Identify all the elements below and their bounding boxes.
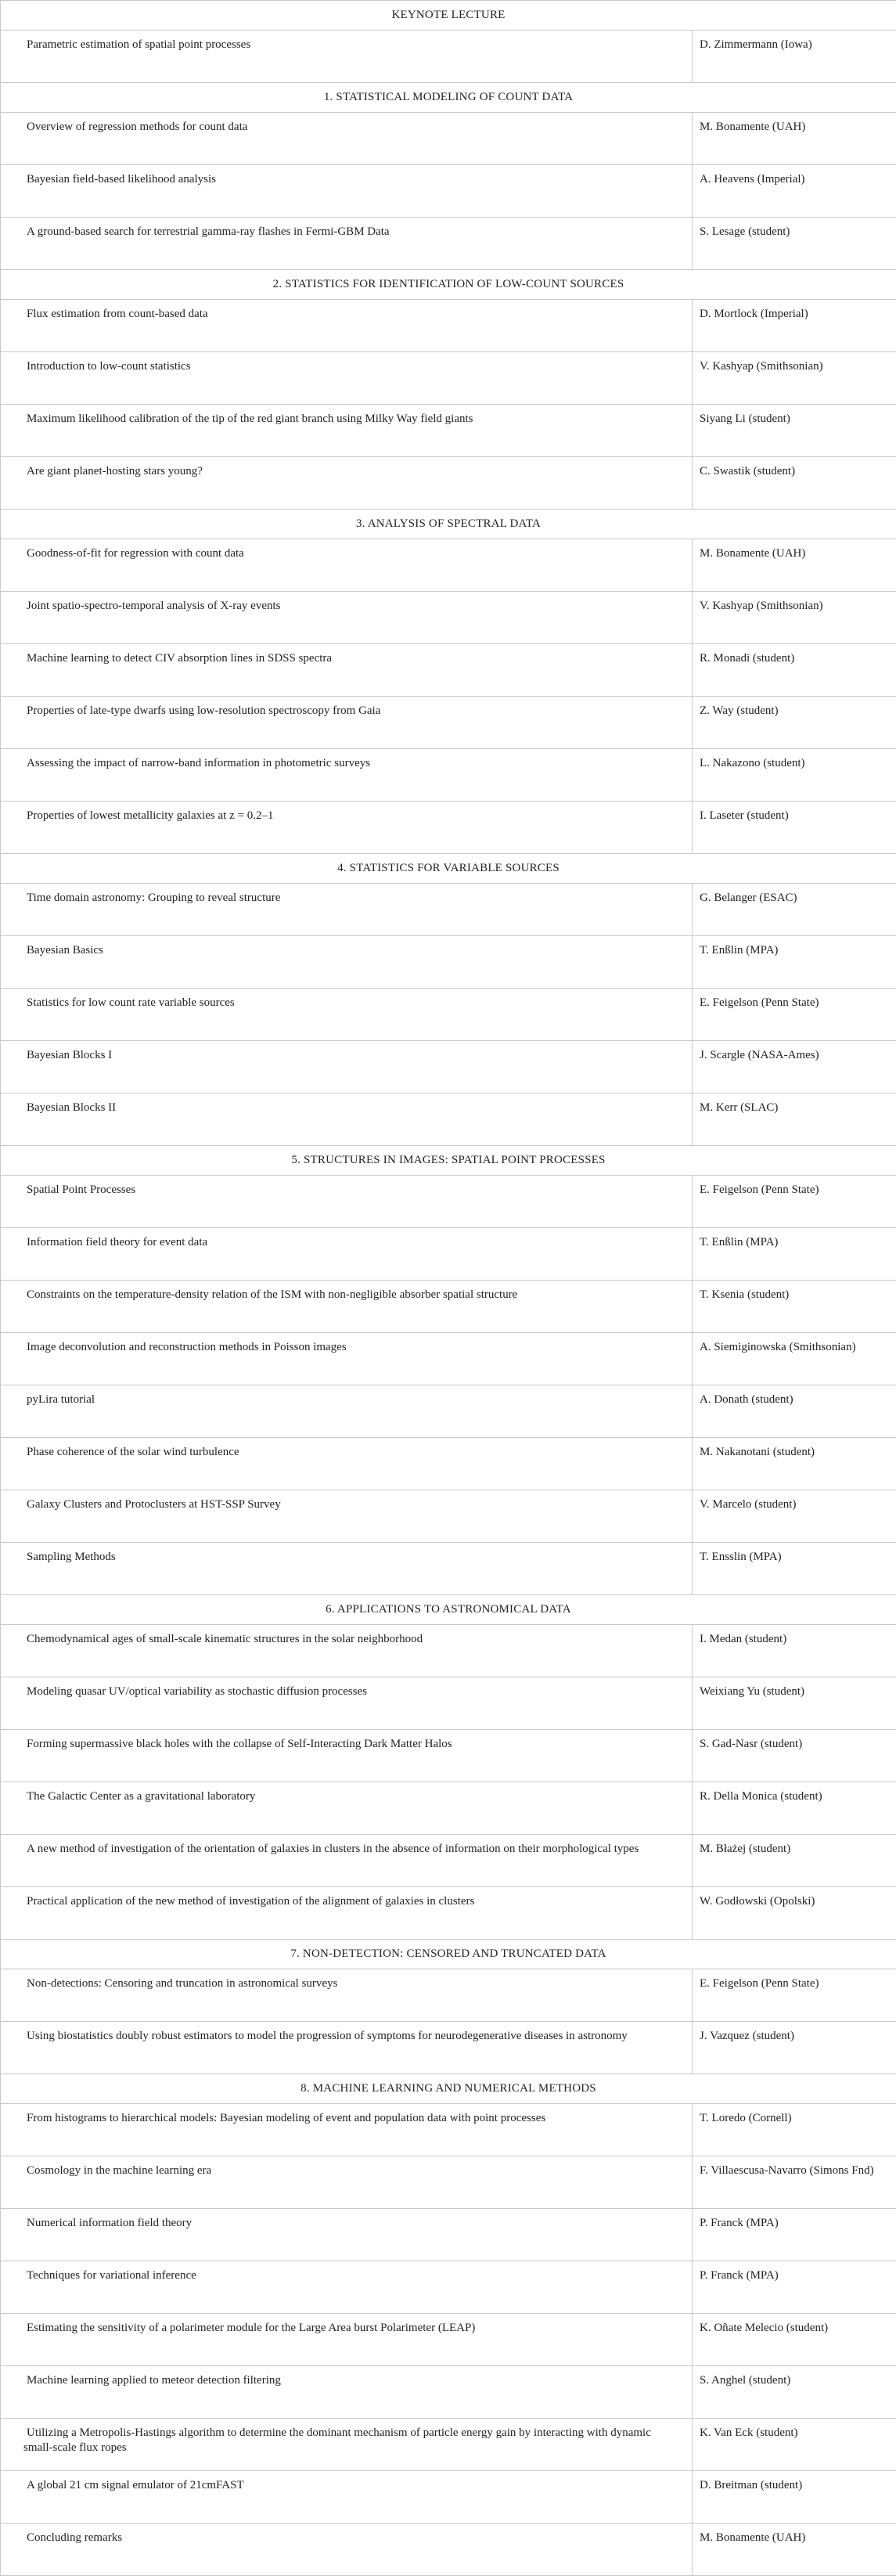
talk-row (1, 2261, 896, 2314)
talk-row (1, 2156, 896, 2209)
talk-speaker: D. Zimmermann (Iowa) (693, 31, 896, 83)
talk-title: A ground-based search for terrestrial gamma-ray flashes in Fermi-GBM Data (1, 218, 693, 270)
talk-row (1, 1333, 896, 1385)
talk-title: Image deconvolution and reconstruction methods in Poisson images (1, 1333, 693, 1385)
talk-row (1, 300, 896, 352)
section-row (1, 510, 896, 539)
talk-speaker: Z. Way (student) (693, 697, 896, 749)
talk-row (1, 2471, 896, 2524)
talk-title: Properties of late-type dwarfs using low-resolution spectroscopy from Gaia (1, 697, 693, 749)
talk-title: The Galactic Center as a gravitational laboratory (1, 1782, 693, 1835)
talk-speaker: G. Belanger (ESAC) (693, 884, 896, 936)
section-row (1, 1940, 896, 1969)
talk-speaker: C. Swastik (student) (693, 457, 896, 510)
talk-speaker: W. Godłowski (Opolski) (693, 1887, 896, 1940)
talk-speaker: M. Nakanotani (student) (693, 1438, 896, 1490)
section-heading: 7. NON-DETECTION: CENSORED AND TRUNCATED DATA (1, 1940, 896, 1969)
section-row (1, 854, 896, 884)
talk-title: Machine learning to detect CIV absorption lines in SDSS spectra (1, 644, 693, 697)
talk-speaker: D. Breitman (student) (693, 2471, 896, 2524)
talk-title: Concluding remarks (1, 2524, 693, 2576)
talk-title: Using biostatistics doubly robust estimators to model the progression of symptoms for neurodegenerative diseases in astronomy (1, 2022, 693, 2074)
talk-speaker: S. Gad-Nasr (student) (693, 1730, 896, 1782)
talk-row (1, 1782, 896, 1835)
talk-row (1, 592, 896, 644)
section-row (1, 1595, 896, 1625)
talk-speaker: A. Donath (student) (693, 1385, 896, 1438)
talk-speaker: T. Ksenia (student) (693, 1281, 896, 1333)
section-heading: 8. MACHINE LEARNING AND NUMERICAL METHODS (1, 2074, 896, 2104)
talk-row (1, 165, 896, 218)
talk-row (1, 405, 896, 457)
talk-speaker: I. Laseter (student) (693, 802, 896, 854)
talk-speaker: R. Della Monica (student) (693, 1782, 896, 1835)
talk-title: Practical application of the new method of investigation of the alignment of galaxies in clusters (1, 1887, 693, 1940)
talk-title: Bayesian Blocks II (1, 1093, 693, 1146)
talk-title: Sampling Methods (1, 1543, 693, 1595)
talk-title: Numerical information field theory (1, 2209, 693, 2261)
talk-row (1, 1438, 896, 1490)
talk-row (1, 1490, 896, 1543)
talk-title: Machine learning applied to meteor detection filtering (1, 2366, 693, 2419)
talk-row (1, 802, 896, 854)
talk-title: Bayesian field-based likelihood analysis (1, 165, 693, 218)
talk-title: Non-detections: Censoring and truncation in astronomical surveys (1, 1969, 693, 2022)
talk-title: Bayesian Blocks I (1, 1041, 693, 1093)
talk-row (1, 2366, 896, 2419)
talk-row (1, 1835, 896, 1887)
talk-row (1, 1543, 896, 1595)
talk-title: Properties of lowest metallicity galaxies at z = 0.2–1 (1, 802, 693, 854)
talk-title: Maximum likelihood calibration of the tip of the red giant branch using Milky Way field giants (1, 405, 693, 457)
talk-speaker: R. Monadi (student) (693, 644, 896, 697)
talk-row (1, 644, 896, 697)
talk-row (1, 1228, 896, 1281)
talk-speaker: D. Mortlock (Imperial) (693, 300, 896, 352)
talk-title: Forming supermassive black holes with the collapse of Self-Interacting Dark Matter Halos (1, 1730, 693, 1782)
talk-title: Phase coherence of the solar wind turbulence (1, 1438, 693, 1490)
section-row (1, 83, 896, 113)
talk-speaker: K. Oñate Melecio (student) (693, 2314, 896, 2366)
talk-speaker: M. Bonamente (UAH) (693, 113, 896, 165)
section-heading: 4. STATISTICS FOR VARIABLE SOURCES (1, 854, 896, 884)
talk-speaker: V. Kashyap (Smithsonian) (693, 592, 896, 644)
section-heading: KEYNOTE LECTURE (1, 1, 896, 31)
talk-title: Time domain astronomy: Grouping to reveal structure (1, 884, 693, 936)
talk-row (1, 113, 896, 165)
talk-speaker: M. Bonamente (UAH) (693, 539, 896, 592)
talk-row (1, 2314, 896, 2366)
talk-title: Utilizing a Metropolis-Hastings algorithm to determine the dominant mechanism of particle energy gain by interacting with dynamic small-scale flux ropes (1, 2419, 693, 2471)
section-row (1, 2074, 896, 2104)
talk-row (1, 1887, 896, 1940)
talk-speaker: M. Błażej (student) (693, 1835, 896, 1887)
talk-row (1, 218, 896, 270)
talk-row (1, 352, 896, 405)
talk-speaker: T. Enßlin (MPA) (693, 936, 896, 989)
talk-row (1, 1969, 896, 2022)
talk-speaker: T. Enßlin (MPA) (693, 1228, 896, 1281)
talk-row (1, 989, 896, 1041)
talk-row (1, 2104, 896, 2156)
talk-title: Introduction to low-count statistics (1, 352, 693, 405)
section-row (1, 1, 896, 31)
talk-title: Overview of regression methods for count data (1, 113, 693, 165)
talk-speaker: E. Feigelson (Penn State) (693, 1176, 896, 1228)
section-row (1, 270, 896, 300)
talk-title: Techniques for variational inference (1, 2261, 693, 2314)
talk-title: Information field theory for event data (1, 1228, 693, 1281)
talk-title: Assessing the impact of narrow-band information in photometric surveys (1, 749, 693, 802)
talk-title: Bayesian Basics (1, 936, 693, 989)
talk-speaker: V. Marcelo (student) (693, 1490, 896, 1543)
talk-speaker: T. Ensslin (MPA) (693, 1543, 896, 1595)
section-row (1, 1146, 896, 1176)
talk-title: Estimating the sensitivity of a polarimeter module for the Large Area burst Polarimeter (LEAP) (1, 2314, 693, 2366)
talk-title: Spatial Point Processes (1, 1176, 693, 1228)
talk-title: Constraints on the temperature-density relation of the ISM with non-negligible absorber spatial structure (1, 1281, 693, 1333)
talk-row (1, 1730, 896, 1782)
talk-speaker: J. Scargle (NASA-Ames) (693, 1041, 896, 1093)
talk-speaker: P. Franck (MPA) (693, 2261, 896, 2314)
talk-row (1, 697, 896, 749)
talk-row (1, 2209, 896, 2261)
talk-speaker: V. Kashyap (Smithsonian) (693, 352, 896, 405)
talk-title: Goodness-of-fit for regression with count data (1, 539, 693, 592)
talk-row (1, 749, 896, 802)
talk-row (1, 2419, 896, 2471)
talk-title: Chemodynamical ages of small-scale kinematic structures in the solar neighborhood (1, 1625, 693, 1677)
talk-row (1, 2022, 896, 2074)
talk-row (1, 1385, 896, 1438)
talk-title: From histograms to hierarchical models: Bayesian modeling of event and population data with point processes (1, 2104, 693, 2156)
talk-title: A global 21 cm signal emulator of 21cmFAST (1, 2471, 693, 2524)
talk-speaker: F. Villaescusa-Navarro (Simons Fnd) (693, 2156, 896, 2209)
talk-speaker: Weixiang Yu (student) (693, 1677, 896, 1730)
talk-row (1, 1093, 896, 1146)
talk-speaker: M. Kerr (SLAC) (693, 1093, 896, 1146)
talk-speaker: A. Siemiginowska (Smithsonian) (693, 1333, 896, 1385)
talk-title: Joint spatio-spectro-temporal analysis of X-ray events (1, 592, 693, 644)
talk-title: Flux estimation from count-based data (1, 300, 693, 352)
section-heading: 1. STATISTICAL MODELING OF COUNT DATA (1, 83, 896, 113)
talk-row (1, 884, 896, 936)
talk-speaker: I. Medan (student) (693, 1625, 896, 1677)
talk-title: Galaxy Clusters and Protoclusters at HST-SSP Survey (1, 1490, 693, 1543)
talk-speaker: P. Franck (MPA) (693, 2209, 896, 2261)
talk-speaker: K. Van Eck (student) (693, 2419, 896, 2471)
talk-speaker: E. Feigelson (Penn State) (693, 989, 896, 1041)
section-heading: 6. APPLICATIONS TO ASTRONOMICAL DATA (1, 1595, 896, 1625)
talk-row (1, 936, 896, 989)
talk-row (1, 1281, 896, 1333)
talk-speaker: L. Nakazono (student) (693, 749, 896, 802)
talk-row (1, 2524, 896, 2576)
talk-row (1, 1677, 896, 1730)
program-body (1, 1, 896, 2576)
section-heading: 3. ANALYSIS OF SPECTRAL DATA (1, 510, 896, 539)
talk-row (1, 1041, 896, 1093)
section-heading: 5. STRUCTURES IN IMAGES: SPATIAL POINT PROCESSES (1, 1146, 896, 1176)
talk-row (1, 1625, 896, 1677)
talk-speaker: E. Feigelson (Penn State) (693, 1969, 896, 2022)
talk-speaker: T. Loredo (Cornell) (693, 2104, 896, 2156)
talk-row (1, 31, 896, 83)
talk-speaker: A. Heavens (Imperial) (693, 165, 896, 218)
talk-title: Are giant planet-hosting stars young? (1, 457, 693, 510)
talk-title: pyLira tutorial (1, 1385, 693, 1438)
talk-speaker: J. Vazquez (student) (693, 2022, 896, 2074)
talk-title: Statistics for low count rate variable sources (1, 989, 693, 1041)
talk-row (1, 1176, 896, 1228)
talk-title: Parametric estimation of spatial point processes (1, 31, 693, 83)
talk-speaker: S. Anghel (student) (693, 2366, 896, 2419)
talk-speaker: S. Lesage (student) (693, 218, 896, 270)
talk-row (1, 539, 896, 592)
talk-title: Modeling quasar UV/optical variability as stochastic diffusion processes (1, 1677, 693, 1730)
section-heading: 2. STATISTICS FOR IDENTIFICATION OF LOW-COUNT SOURCES (1, 270, 896, 300)
talk-speaker: M. Bonamente (UAH) (693, 2524, 896, 2576)
talk-speaker: Siyang Li (student) (693, 405, 896, 457)
talk-row (1, 457, 896, 510)
talk-title: A new method of investigation of the orientation of galaxies in clusters in the absence of information on their morphological types (1, 1835, 693, 1887)
talk-title: Cosmology in the machine learning era (1, 2156, 693, 2209)
